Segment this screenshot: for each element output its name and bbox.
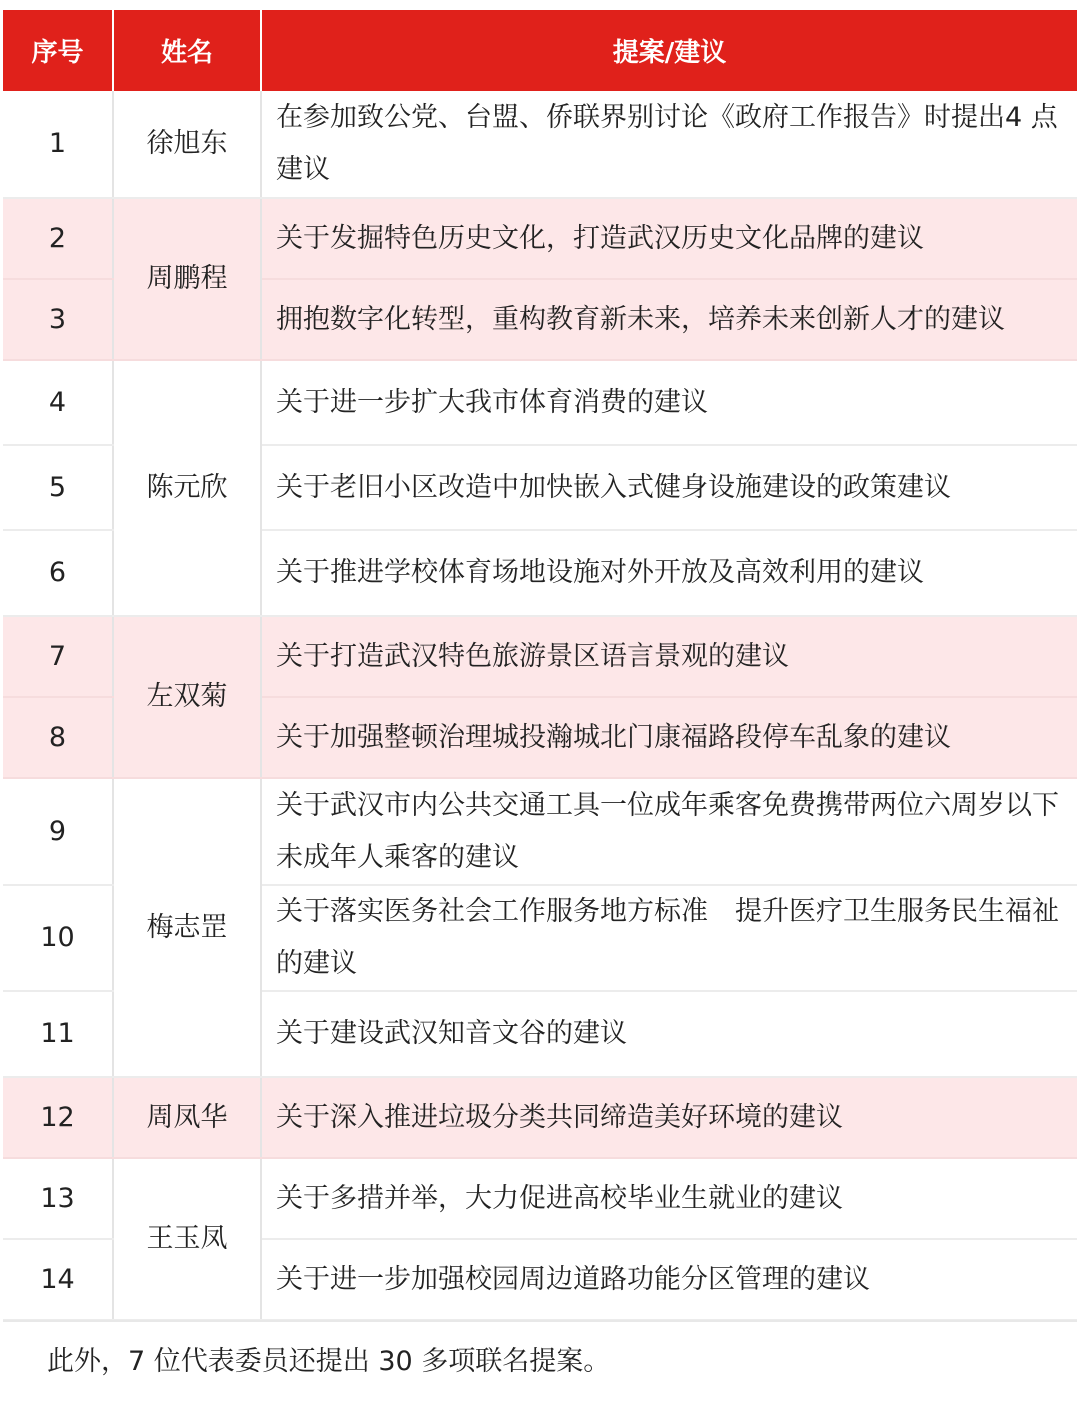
- table-row: [3, 616, 1077, 697]
- row-number: 7: [3, 616, 113, 697]
- proposals-table: [3, 10, 1077, 1321]
- table-row: [3, 360, 1077, 445]
- proposal-text: 关于推进学校体育场地设施对外开放及高效利用的建议: [261, 530, 1077, 616]
- delegate-name: 梅志罡: [113, 778, 261, 1077]
- proposal-text: 关于打造武汉特色旅游景区语言景观的建议: [261, 616, 1077, 697]
- table-row: [3, 1077, 1077, 1158]
- delegate-name: 左双菊: [113, 616, 261, 778]
- table-row: [3, 1158, 1077, 1239]
- header-number: 序号: [3, 10, 113, 91]
- delegate-name: 王玉凤: [113, 1158, 261, 1320]
- proposal-text: 关于多措并举，大力促进高校毕业生就业的建议: [261, 1158, 1077, 1239]
- proposal-text: 关于武汉市内公共交通工具一位成年乘客免费携带两位六周岁以下未成年人乘客的建议: [261, 778, 1077, 885]
- delegate-name: 徐旭东: [113, 91, 261, 198]
- proposal-text: 关于落实医务社会工作服务地方标准 提升医疗卫生服务民生福祉的建议: [261, 885, 1077, 991]
- proposal-text: 关于建设武汉知音文谷的建议: [261, 991, 1077, 1077]
- row-number: 6: [3, 530, 113, 616]
- table-row: [3, 778, 1077, 885]
- proposal-text: 关于深入推进垃圾分类共同缔造美好环境的建议: [261, 1077, 1077, 1158]
- proposal-text: 在参加致公党、台盟、侨联界别讨论《政府工作报告》时提出4 点建议: [261, 91, 1077, 198]
- footer-note-text: 此外，7 位代表委员还提出 30 多项联名提案。: [47, 1346, 611, 1377]
- table-row: [3, 198, 1077, 279]
- proposal-text: 关于进一步扩大我市体育消费的建议: [261, 360, 1077, 445]
- proposal-text: 关于老旧小区改造中加快嵌入式健身设施建设的政策建议: [261, 445, 1077, 530]
- delegate-name: 周凤华: [113, 1077, 261, 1158]
- proposal-text: 关于加强整顿治理城投瀚城北门康福路段停车乱象的建议: [261, 697, 1077, 778]
- row-number: 4: [3, 360, 113, 445]
- header-name: 姓名: [113, 10, 261, 91]
- footer-note: [3, 1320, 1077, 1401]
- row-number: 1: [3, 91, 113, 198]
- row-number: 2: [3, 198, 113, 279]
- row-number: 14: [3, 1239, 113, 1320]
- row-number: 10: [3, 885, 113, 991]
- proposal-text: 关于发掘特色历史文化，打造武汉历史文化品牌的建议: [261, 198, 1077, 279]
- row-number: 12: [3, 1077, 113, 1158]
- row-number: 8: [3, 697, 113, 778]
- table-row: [3, 91, 1077, 198]
- delegate-name: 周鹏程: [113, 198, 261, 360]
- table-header-row: [3, 10, 1077, 91]
- proposals-table-container: [3, 10, 1077, 1321]
- row-number: 11: [3, 991, 113, 1077]
- proposal-text: 关于进一步加强校园周边道路功能分区管理的建议: [261, 1239, 1077, 1320]
- row-number: 5: [3, 445, 113, 530]
- row-number: 13: [3, 1158, 113, 1239]
- proposal-text: 拥抱数字化转型，重构教育新未来，培养未来创新人才的建议: [261, 279, 1077, 360]
- delegate-name: 陈元欣: [113, 360, 261, 616]
- row-number: 9: [3, 778, 113, 885]
- header-proposal: 提案/建议: [261, 10, 1077, 91]
- row-number: 3: [3, 279, 113, 360]
